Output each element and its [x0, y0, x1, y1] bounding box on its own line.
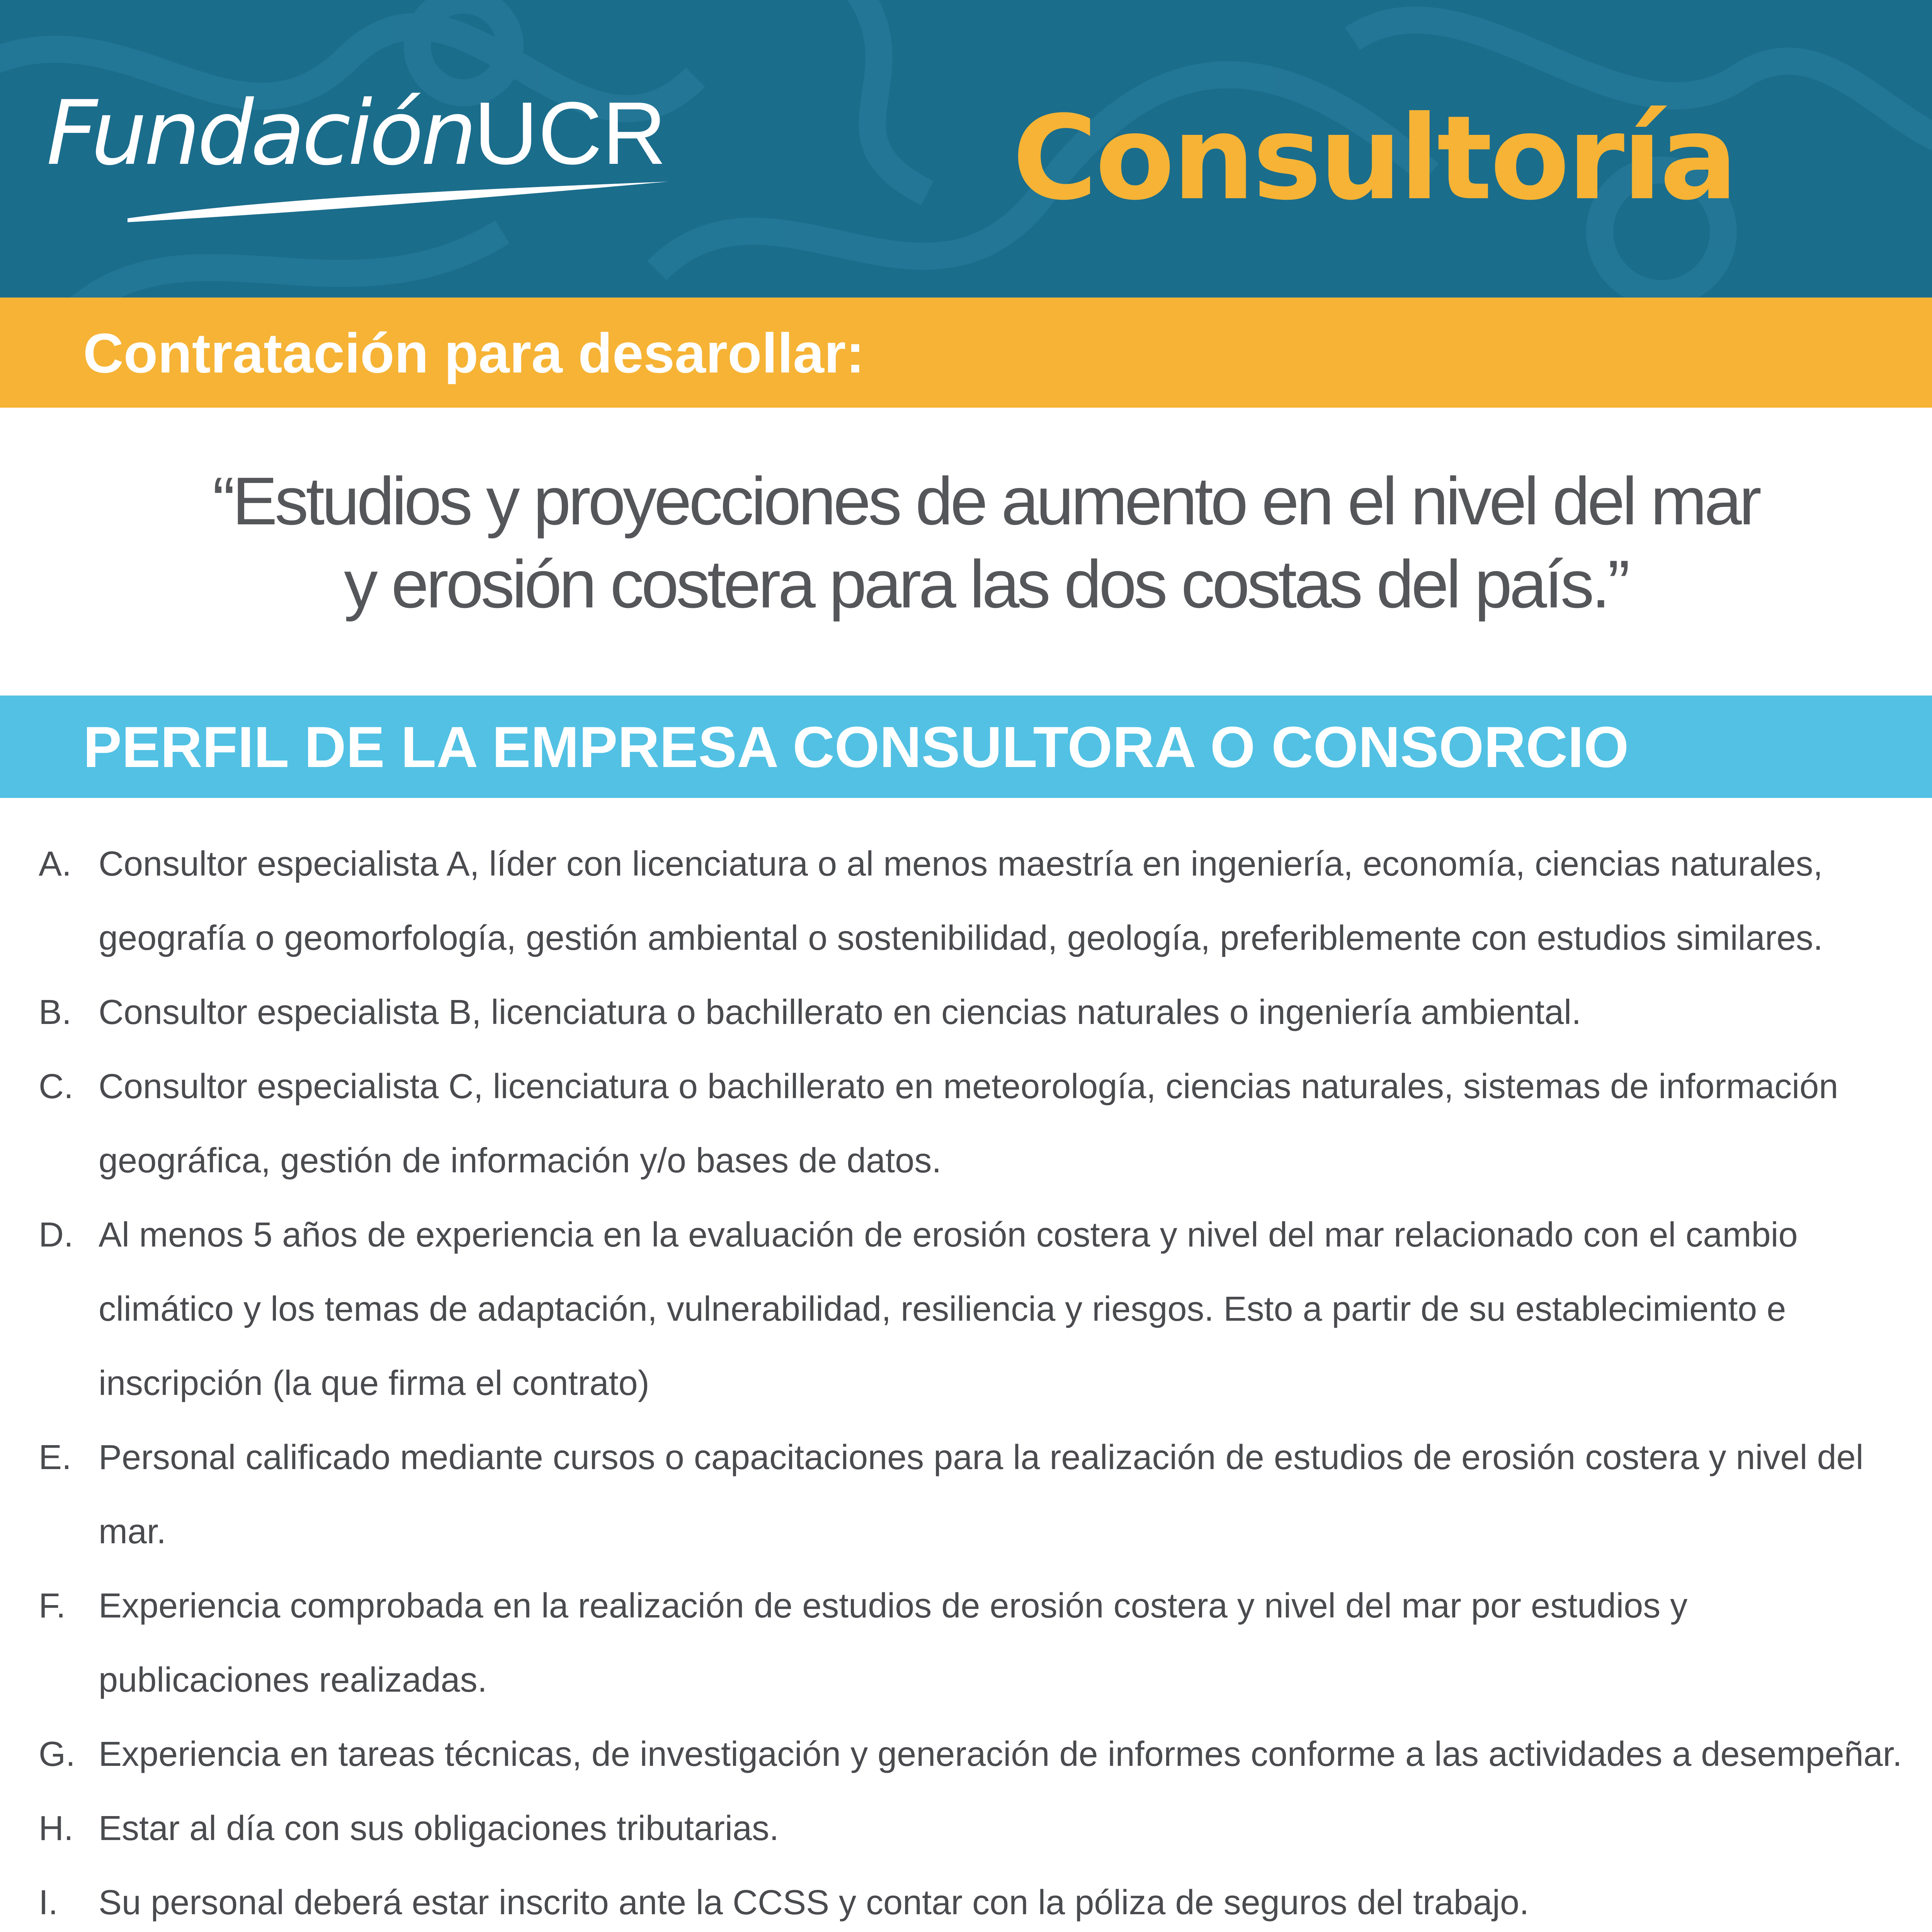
requirement-text-line: Experiencia comprobada en la realización de estudios de erosión costera y nivel del mar por estudios y: [99, 1587, 1688, 1625]
requirement-text-line: Al menos 5 años de experiencia en la evaluación de erosión costera y nivel del mar relacionado con el cambio: [99, 1216, 1798, 1254]
contract-band-label: Contratación para desarollar:: [83, 322, 865, 384]
requirement-text-line: inscripción (la que firma el contrato): [99, 1364, 650, 1403]
requirement-text-line: Consultor especialista A, líder con licenciatura o al menos maestría en ingeniería, economía, ciencias naturales,: [99, 845, 1823, 883]
profile-band: [0, 696, 1932, 798]
requirement-letter: G.: [39, 1735, 76, 1774]
requirement-text-line: Consultor especialista C, licenciatura o bachillerato en meteorología, ciencias naturales, sistemas de información: [99, 1067, 1838, 1106]
requirement-item: [0, 1049, 1932, 1198]
requirement-letter: F.: [39, 1587, 66, 1625]
contract-band: [0, 298, 1932, 408]
project-title: [0, 460, 1932, 626]
logo-prefix: Fundación: [46, 82, 474, 185]
logo-swoosh-icon: [128, 182, 668, 224]
requirement-text-line: publicaciones realizadas.: [99, 1661, 487, 1699]
requirement-text-line: mar.: [99, 1512, 167, 1551]
requirement-item: [0, 1198, 1932, 1420]
requirement-letter: C.: [39, 1067, 73, 1106]
project-title-line1: “Estudios y proyecciones de aumento en el nivel del mar: [212, 464, 1759, 539]
requirement-letter: E.: [39, 1438, 72, 1477]
requirement-letter: I.: [39, 1883, 58, 1922]
requirement-text-line: Su personal deberá estar inscrito ante la CCSS y contar con la póliza de seguros del trabajo.: [99, 1883, 1529, 1922]
requirement-letter: H.: [39, 1809, 73, 1848]
requirement-item: [0, 827, 1932, 975]
profile-band-label: PERFIL DE LA EMPRESA CONSULTORA O CONSORCIO: [83, 714, 1629, 779]
requirement-item: [0, 1866, 1932, 1932]
requirement-text-line: Personal calificado mediante cursos o capacitaciones para la realización de estudios de erosión costera y nivel del: [99, 1438, 1864, 1477]
requirement-text-line: Experiencia en tareas técnicas, de investigación y generación de informes conforme a las actividades a desempeñar.: [99, 1735, 1902, 1774]
requirement-text-line: geográfica, gestión de información y/o bases de datos.: [99, 1141, 942, 1180]
page-title: Consultoría: [1012, 91, 1736, 226]
logo-suffix: UCR: [474, 83, 667, 183]
requirement-item: [0, 1569, 1932, 1717]
project-title-line2: y erosión costera para las dos costas del país.”: [344, 547, 1628, 622]
requirement-item: [0, 1420, 1932, 1569]
fundacion-ucr-logo: [46, 82, 667, 185]
requirement-letter: D.: [39, 1216, 73, 1254]
requirement-text-line: geografía o geomorfología, gestión ambiental o sostenibilidad, geología, preferiblemente con estudios similares.: [99, 919, 1823, 957]
requirement-item: [0, 1717, 1932, 1791]
requirement-text-line: Consultor especialista B, licenciatura o bachillerato en ciencias naturales o ingeniería ambiental.: [99, 993, 1582, 1032]
requirement-text-line: Estar al día con sus obligaciones tributarias.: [99, 1809, 779, 1848]
requirement-item: [0, 975, 1932, 1049]
requirement-letter: A.: [39, 845, 72, 883]
requirement-item: [0, 1791, 1932, 1866]
requirement-text-line: climático y los temas de adaptación, vulnerabilidad, resiliencia y riesgos. Esto a partir de su establecimiento e: [99, 1290, 1786, 1328]
requirement-letter: B.: [39, 993, 72, 1032]
requirements-list: [0, 827, 1932, 1932]
header: [0, 0, 1932, 298]
